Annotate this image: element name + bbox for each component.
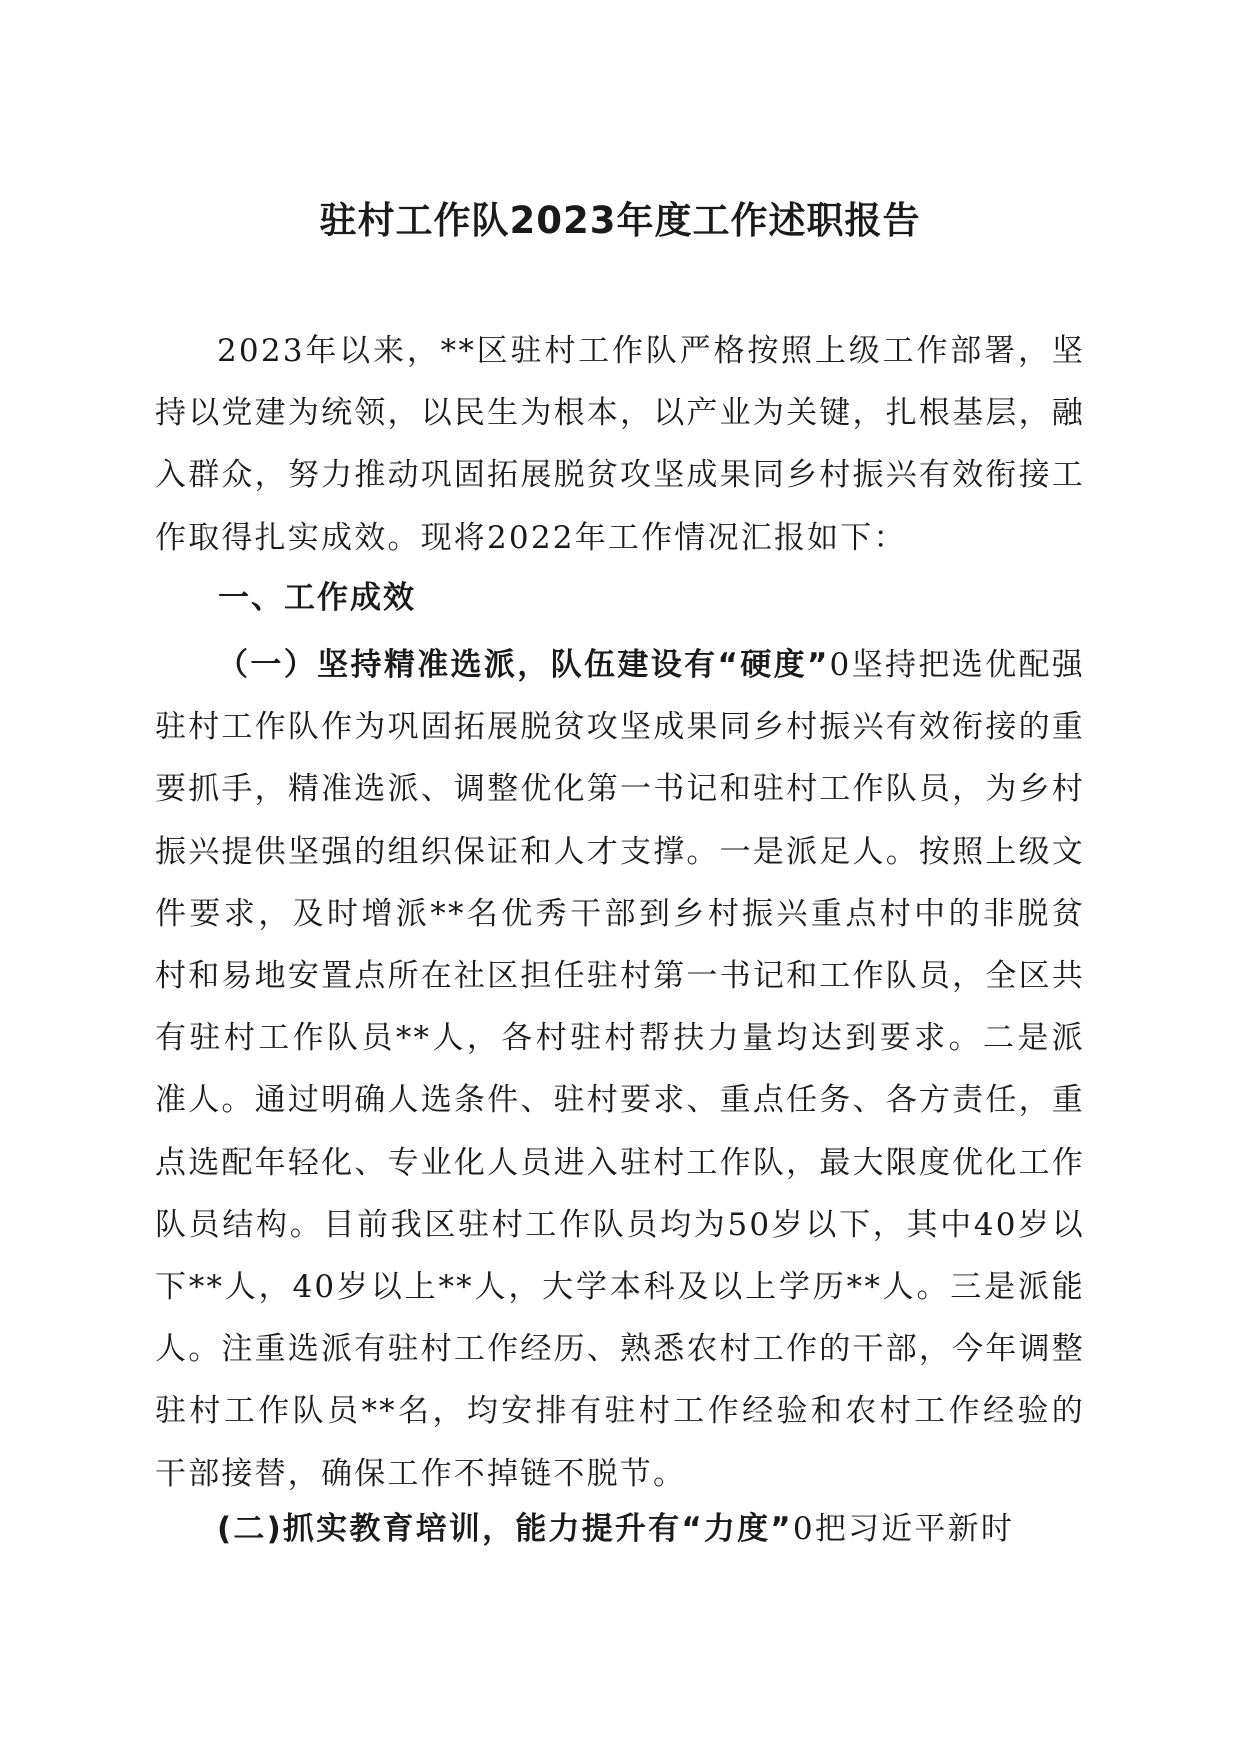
subsection-2-heading: (二)抓实教育培训，能力提升有“力度” [217, 1511, 793, 1547]
subsection-2-body: 0把习近平新时 [792, 1511, 1015, 1547]
subsection-1-paragraph [155, 634, 1085, 1505]
subsection-2-paragraph [155, 1498, 1085, 1560]
intro-paragraph: 2023年以来，**区驻村工作队严格按照上级工作部署，坚持以党建为统领，以民生为根本，以产业为关键，扎根基层，融入群众，努力推动巩固拓展脱贫攻坚成果同乡村振兴有效衔接工作取得扎实成效。现将2022年工作情况汇报如下： [155, 333, 1085, 556]
subsection-1-heading: （一）坚持精准选派，队伍建设有“硬度” [217, 647, 830, 683]
document-title: 驻村工作队2023年度工作述职报告 [319, 199, 921, 242]
subsection-1-body: 0坚持把选优配强驻村工作队作为巩固拓展脱贫攻坚成果同乡村振兴有效衔接的重要抓手，精准选派、调整优化第一书记和驻村工作队员，为乡村振兴提供坚强的组织保证和人才支撑。一是派足人。按照上级文件要求，及时增派**名优秀干部到乡村振兴重点村中的非脱贫村和易地安置点所在社区担任驻村第一书记和工作队员，全区共有驻村工作队员**人，各村驻村帮扶力量均达到要求。二是派准人。通过明确人选条件、驻村要求、重点任务、各方责任，重点选配年轻化、专业化人员进入驻村工作队，最大限度优化工作队员结构。目前我区驻村工作队员均为50岁以下，其中40岁以下**人，40岁以上**人，大学本科及以上学历**人。三是派能人。注重选派有驻村工作经历、熟悉农村工作的干部，今年调整驻村工作队员**名，均安排有驻村工作经验和农村工作经验的干部接替，确保工作不掉链不脱节。 [155, 647, 1086, 1492]
section-heading-1: 一、工作成效 [218, 580, 416, 616]
